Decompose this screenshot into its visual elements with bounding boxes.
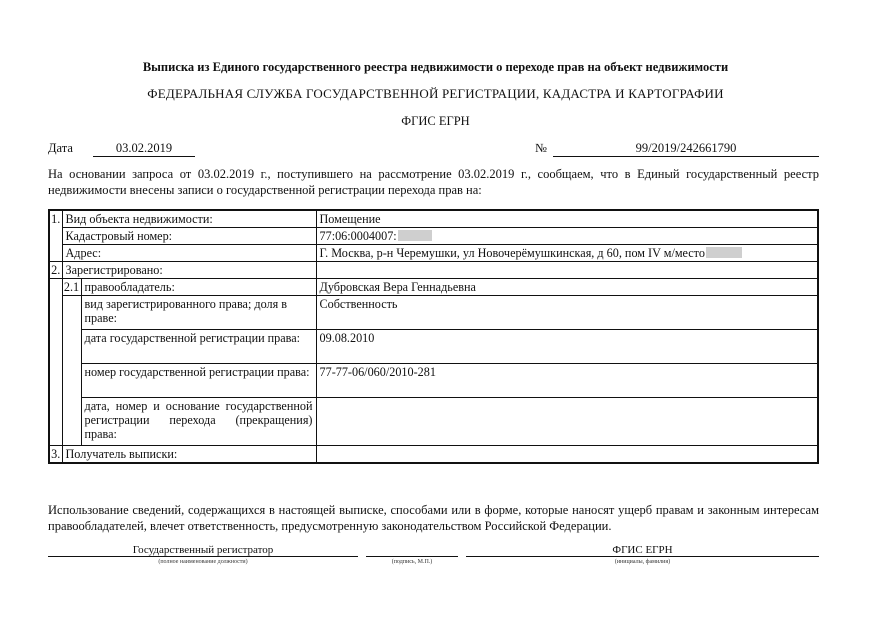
registered-value <box>316 262 818 279</box>
signature-line <box>366 556 458 557</box>
object-type-label: Вид объекта недвижимости: <box>62 210 316 228</box>
address-cell <box>316 245 818 262</box>
document-title: Выписка из Единого государственного реестра недвижимости о переходе прав на объект недвижимости <box>142 60 729 74</box>
sub-row-blank <box>62 296 81 446</box>
address-value: Г. Москва, р-н Черемушки, ул Новочерёмушкинская, д 60, пом IV м/место <box>319 246 705 260</box>
table-row <box>49 228 818 245</box>
registrar-position: Государственный регистратор <box>132 544 274 556</box>
transfer-label: дата, номер и основание государственной регистрации перехода (прекращения) права: <box>81 398 316 446</box>
transfer-value <box>316 398 818 446</box>
redaction-block <box>706 247 742 258</box>
reg-number-value: 77-77-06/060/2010-281 <box>316 364 818 398</box>
cadastral-value: 77:06:0004007: <box>319 229 397 243</box>
signer-name: ФГИС ЕГРН <box>612 544 673 556</box>
agency-name: ФЕДЕРАЛЬНАЯ СЛУЖБА ГОСУДАРСТВЕННОЙ РЕГИСТРАЦИИ, КАДАСТРА И КАРТОГРАФИИ <box>147 86 724 101</box>
system-name: ФГИС ЕГРН <box>401 114 470 128</box>
intro-paragraph: На основании запроса от 03.02.2019 г., поступившего на рассмотрение 03.02.2019 г., сообщаем, что в Единый государственный реестр недвижимости внесены записи о государственной регистрации перехода прав на: <box>48 167 819 197</box>
name-caption: (инициалы, фамилия) <box>614 559 671 565</box>
table-row <box>49 330 818 364</box>
registry-table <box>48 209 819 464</box>
table-row <box>49 262 818 279</box>
position-line <box>48 556 358 557</box>
holder-value: Дубровская Вера Геннадьевна <box>316 279 818 296</box>
number-value: 99/2019/242661790 <box>553 141 819 157</box>
holder-label: правообладатель: <box>81 279 316 296</box>
table-row <box>49 296 818 330</box>
reg-date-value: 09.08.2010 <box>316 330 818 364</box>
reg-date-label: дата государственной регистрации права: <box>81 330 316 364</box>
table-row <box>49 364 818 398</box>
table-row <box>49 279 818 296</box>
row-number-2: 2. <box>49 262 62 279</box>
object-type-value: Помещение <box>316 210 818 228</box>
usage-warning: Использование сведений, содержащихся в настоящей выписке, способами или в форме, которые наносят ущерб правам и законным интересам правообладателей, влечет ответственность, предусмотренную законодательством Российской Федерации. <box>48 503 819 533</box>
row-number-3: 3. <box>49 446 62 464</box>
table-row <box>49 446 818 464</box>
cadastral-label: Кадастровый номер: <box>62 228 316 245</box>
redaction-block <box>398 230 432 241</box>
number-label: № <box>535 141 547 155</box>
row-number-1: 1. <box>49 210 62 262</box>
table-row <box>49 245 818 262</box>
address-label: Адрес: <box>62 245 316 262</box>
right-type-label: вид зарегистрированного права; доля в праве: <box>81 296 316 330</box>
name-line <box>466 556 819 557</box>
registered-label: Зарегистрировано: <box>62 262 316 279</box>
cadastral-cell <box>316 228 818 245</box>
signature-caption: (подпись, М.П.) <box>391 559 433 565</box>
recipient-label: Получатель выписки: <box>62 446 316 464</box>
position-caption: (полное наименование должности) <box>158 559 248 565</box>
sub-row-number: 2.1 <box>63 280 80 294</box>
date-label: Дата <box>48 141 73 155</box>
table-row <box>49 210 818 228</box>
table-row <box>49 398 818 446</box>
reg-number-label: номер государственной регистрации права: <box>81 364 316 398</box>
row-number-blank <box>49 279 62 446</box>
right-type-value: Собственность <box>316 296 818 330</box>
date-value: 03.02.2019 <box>93 141 195 157</box>
recipient-value <box>316 446 818 464</box>
